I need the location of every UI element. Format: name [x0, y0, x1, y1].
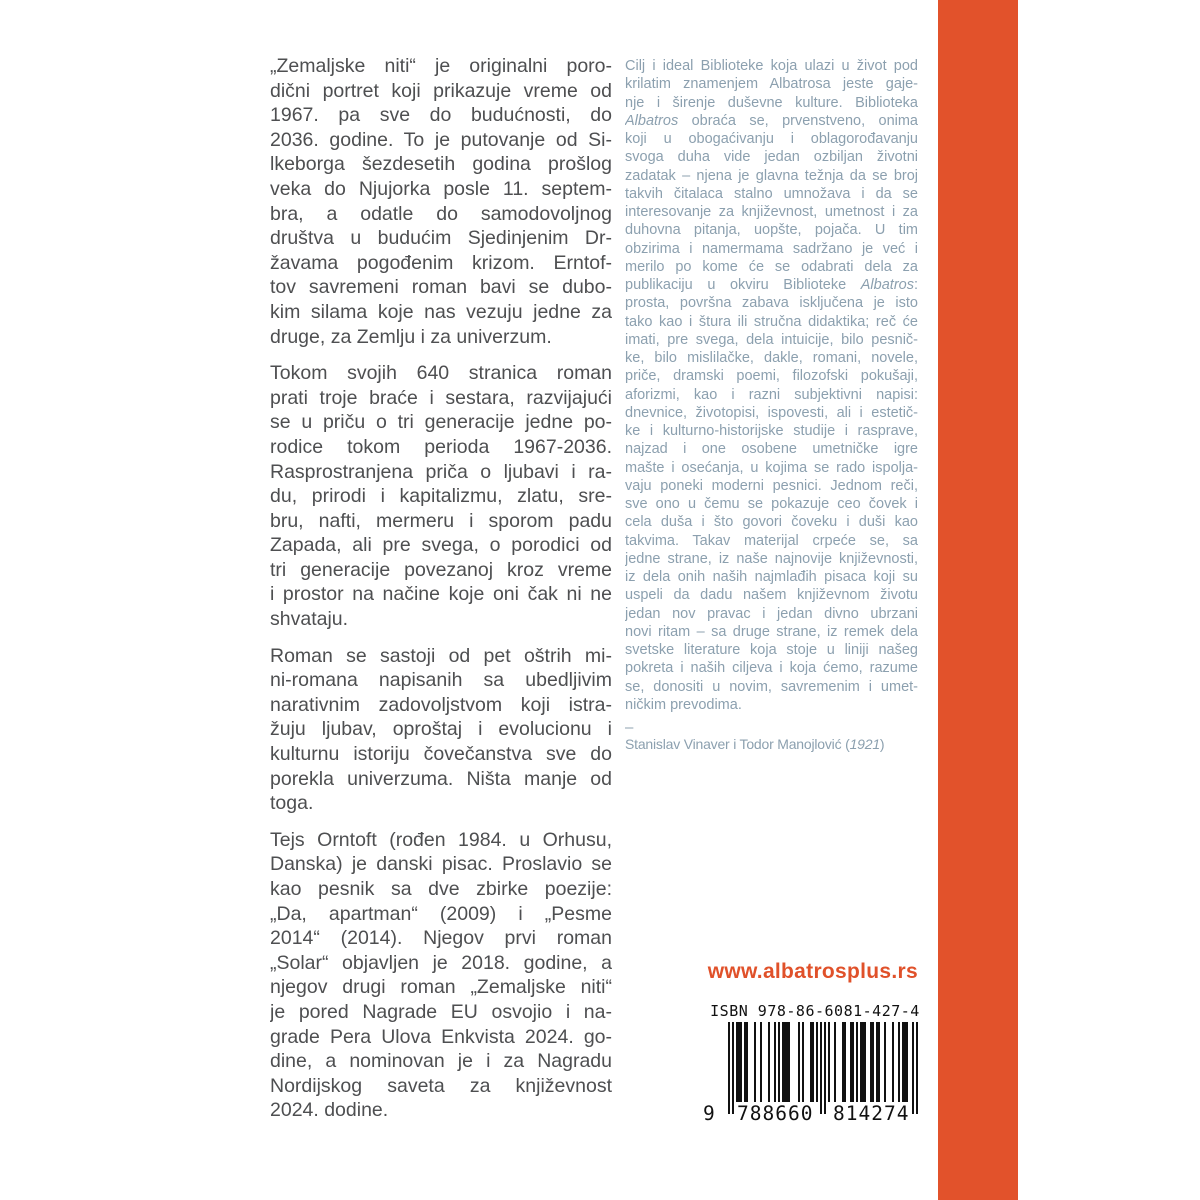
barcode-bar	[912, 1022, 914, 1114]
text-line: se, donositi u novim, savremenim i umet-	[625, 678, 918, 695]
barcode-first-digit: 9	[703, 1102, 716, 1125]
right-text-column	[625, 57, 918, 714]
spine-stripe	[938, 0, 1018, 1200]
text-line: je pored Nagrade EU osvojio i na-	[270, 1000, 612, 1023]
text-line: cela duša i što govori čoveku i duši kao	[625, 514, 918, 531]
barcode-bar	[798, 1022, 800, 1102]
text-line: sve ono u čemu se pokazuje ceo čovek i	[625, 496, 918, 512]
text-line: i prostor na načine koje oni čak ni ne	[270, 583, 612, 606]
text-line: narativnim zadovoljstvom koji istra-	[270, 693, 612, 716]
text-line: 2036. godine. To je putovanje od Si-	[270, 128, 612, 151]
text-line: ni-romana napisanih sa ubedljivim	[270, 669, 612, 692]
text-line: porekla univerzuma. Ništa manje od	[270, 767, 612, 790]
text-line: uspeli da dadu našem književnom životu	[625, 587, 918, 604]
barcode-bar	[820, 1022, 822, 1114]
text-line: Rasprostranjena priča o ljubavi i ra-	[270, 460, 612, 483]
text-line: Albatros obraća se, prvenstveno, onima	[625, 112, 918, 129]
barcode-bar	[864, 1022, 866, 1102]
text-line: du, prirodi i kapitalizmu, zlatu, sre-	[270, 485, 612, 508]
text-line: publikaciju u okviru Biblioteke Albatros:	[625, 277, 918, 293]
text-line: tov savremeni roman bavi se dubo-	[270, 276, 612, 299]
text-line: Danska) je danski pisac. Proslavio se	[270, 853, 612, 876]
text-line: bra, a odatle do samodovoljnog	[270, 202, 612, 225]
text-line: rodice tokom perioda 1967-2036.	[270, 435, 612, 458]
text-line: nje i širenje duševne kulture. Biblioteka	[625, 94, 918, 111]
text-line: zadatak – njena je glavna težnja da se broj	[625, 167, 918, 184]
left-text-column	[270, 54, 612, 1135]
barcode-bar	[768, 1022, 770, 1102]
text-line: druge, za Zemlju i za univerzum.	[270, 325, 552, 348]
barcode-bar	[898, 1022, 900, 1102]
text-line: priče, dramski poemi, filozofski pokušaji,	[625, 368, 918, 385]
text-line: imati, pre svega, dela intuicije, bilo pesnič-	[625, 331, 918, 348]
text-line: „Da, apartman“ (2009) i „Pesme	[270, 902, 612, 925]
paragraph	[270, 54, 612, 349]
text-line: svetske literature koja stoje u liniji našeg	[625, 642, 918, 658]
text-line: žuju ljubav, oproštaj i evolucionu i	[270, 718, 612, 741]
barcode-bar	[788, 1022, 790, 1102]
text-line: merilo po kome će se odabrati dela za	[625, 258, 918, 275]
text-line: ke i kulturno-historijske studije i rasprave,	[625, 423, 918, 439]
text-line: shvataju.	[270, 608, 349, 631]
attribution-separator-dash: –	[625, 719, 634, 736]
barcode-bar	[754, 1022, 756, 1102]
text-line: „Zemaljske niti“ je originalni poro-	[270, 55, 612, 77]
text-line: kao pesnik sa dve zbirke poezije:	[270, 878, 612, 900]
text-line: duhovna pitanja, uopšte, pojača. U tim	[625, 222, 918, 239]
text-line: obzirima i namermama sadržano je već i	[625, 240, 918, 257]
text-line: takvima. Takav materijal crpeće se, sa	[625, 532, 918, 549]
text-line: mašte i osećanja, u kojima se rado ispolja-	[625, 459, 918, 476]
text-line: lkeborga šezdesetih godina prošlog	[270, 153, 612, 176]
text-line: jedne strane, iz naše najnovije književnosti,	[625, 550, 918, 567]
barcode-bar	[774, 1022, 776, 1102]
text-line: prosta, površna zabava isključena je isto	[625, 295, 918, 312]
text-line: tri generacije povezanoj kroz vreme	[270, 558, 612, 581]
publisher-website: www.albatrosplus.rs	[707, 960, 918, 983]
text-line: iz dela onih naših najmlađih pisaca koji su	[625, 569, 918, 585]
barcode-bar	[856, 1022, 858, 1102]
text-line: društva u budućim Sjedinjenim Dr-	[270, 227, 612, 250]
paragraph	[270, 361, 612, 632]
text-line: dine, a nominovan je i za Nagradu	[270, 1050, 612, 1073]
text-line: Zapada, ali pre svega, o porodici od	[270, 534, 612, 557]
barcode-bar	[740, 1022, 742, 1102]
text-line: krilatim znamenjem Albatrosa jeste gaje-	[625, 76, 918, 93]
barcode-bar	[834, 1022, 836, 1102]
barcode-bar	[878, 1022, 880, 1102]
text-line: Roman se sastoji od pet oštrih mi-	[270, 644, 612, 667]
barcode-bar	[906, 1022, 908, 1102]
barcode-bar	[732, 1022, 734, 1114]
text-line: pokreta i naših ciljeva i koja ćemo, razume	[625, 660, 918, 677]
text-line: najzad i one osobene umetničke igre	[625, 441, 918, 458]
barcode-bar	[828, 1022, 830, 1102]
barcode-bar	[802, 1022, 804, 1102]
barcode-right-digits: 814274	[833, 1102, 910, 1125]
text-line: ke, bilo mislilačke, dakle, romani, novele,	[625, 350, 918, 366]
text-line: 1967. pa sve do budućnosti, do	[270, 104, 612, 127]
text-line: 2014“ (2014). Njegov prvi roman	[270, 927, 612, 950]
attribution-line: Stanislav Vinaver i Todor Manojlović (1921)	[625, 736, 885, 752]
text-line: takvih čitalaca stalno umnožava i da se	[625, 185, 918, 202]
text-line: Tokom svojih 640 stranica roman	[270, 362, 612, 385]
barcode-bar	[816, 1022, 818, 1102]
paragraph	[270, 644, 612, 816]
barcode-bar	[892, 1022, 894, 1102]
text-line: njegov drugi roman „Zemaljske niti“	[270, 976, 612, 999]
barcode-bar	[812, 1022, 814, 1102]
text-line: jedan nov pravac i jedan divno ubrzani	[625, 605, 918, 622]
text-line: kim silama koje nas vezuju jedne za	[270, 300, 612, 323]
barcode-bar	[728, 1022, 730, 1114]
text-line: Tejs Orntoft (rođen 1984. u Orhusu,	[270, 828, 612, 851]
text-line: tako kao i štura ili stručna didaktika; reč će	[625, 313, 918, 330]
barcode-bar	[884, 1022, 886, 1102]
barcode-left-digits: 788660	[737, 1102, 814, 1125]
text-line: dnevnice, životopisi, ispovesti, ali i estetič-	[625, 404, 918, 421]
text-line: toga.	[270, 792, 314, 815]
text-line: vaju poneki moderni pesnici. Jednom reči,	[625, 477, 918, 494]
paragraph	[270, 828, 612, 1123]
text-line: prati troje braće i sestara, razvijajući	[270, 386, 612, 409]
isbn-label: ISBN 978-86-6081-427-4	[710, 1002, 920, 1020]
text-line: kulturnu istoriju čovečanstva sve do	[270, 743, 612, 766]
barcode-bar	[844, 1022, 846, 1102]
barcode-bar	[916, 1022, 918, 1114]
text-line: koji u obogaćivanju i oblagorođavanju	[625, 131, 918, 147]
barcode-bar	[746, 1022, 748, 1102]
text-line: svoga duha vide jedan ozbiljan životni	[625, 149, 918, 166]
barcode-bar	[824, 1022, 826, 1114]
text-line: grade Pera Ulova Enkvista 2024. go-	[270, 1025, 612, 1048]
text-line: 2024. dodine.	[270, 1099, 389, 1122]
text-line: interesovanje za književnost, umetnost i za	[625, 204, 918, 220]
text-line: Nordijskog saveta za književnost	[270, 1074, 612, 1097]
text-line: Cilj i ideal Biblioteke koja ulazi u život pod	[625, 58, 918, 74]
text-line: veka do Njujorka posle 11. septem-	[270, 177, 612, 200]
barcode-bar	[852, 1022, 854, 1102]
barcode-bar	[872, 1022, 874, 1102]
text-line: bru, nafti, mermeru i sporom padu	[270, 509, 612, 532]
text-line: ničkim prevodima.	[625, 696, 742, 713]
text-line: „Solar“ objavljen je 2018. godine, a	[270, 951, 612, 974]
text-line: dični portret koji prikazuje vreme od	[270, 79, 612, 102]
text-line: žavama pogođenim krizom. Erntof-	[270, 251, 612, 274]
text-line: novi ritam – sa druge strane, iz remek dela	[625, 623, 918, 640]
text-line: se u priču o tri generacije jedne po-	[270, 411, 612, 434]
barcode-bar	[760, 1022, 762, 1102]
barcode-bar	[778, 1022, 780, 1102]
text-line: aforizmi, kao i razni subjektivni napisi:	[625, 386, 918, 403]
